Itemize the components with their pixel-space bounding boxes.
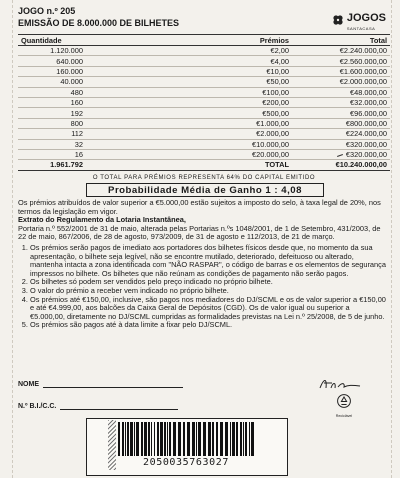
- cell-quantity: 16: [18, 149, 86, 159]
- cell-prize: €4,00: [86, 56, 292, 66]
- cell-prize: €2.000,00: [86, 129, 292, 139]
- cell-total: €2.240.000,00: [292, 46, 390, 56]
- right-perforation: [391, 0, 400, 478]
- clover-icon: [332, 14, 344, 26]
- barcode-bar: [243, 422, 244, 456]
- total-value: €10.240.000,00: [292, 160, 390, 170]
- total-quantity: 1.961.792: [18, 160, 86, 170]
- table-total-row: [18, 160, 390, 170]
- table-row: [18, 97, 390, 107]
- barcode-bar: [220, 422, 223, 456]
- table-row: [18, 87, 390, 97]
- table-header-row: [18, 35, 390, 46]
- barcode-bar: [122, 422, 124, 456]
- barcode-bar: [154, 422, 155, 456]
- percent-note: O TOTAL PARA PRÉMIOS REPRESENTA 64% DO CAPITAL EMITIDO: [92, 175, 316, 181]
- barcode-bar: [230, 422, 231, 456]
- cell-prize: €50,00: [86, 77, 292, 87]
- cell-prize: €10,00: [86, 66, 292, 76]
- name-line[interactable]: [43, 387, 183, 388]
- regulation-title: Extrato do Regulamento da Lotaria Instantânea,: [18, 215, 186, 225]
- table-row: [18, 56, 390, 66]
- barcode-bar: [198, 422, 201, 456]
- cell-prize: €10.000,00: [86, 139, 292, 149]
- header-quantidade: Quantidade: [18, 35, 86, 46]
- table-row: [18, 77, 390, 87]
- barcode-bar: [183, 422, 185, 456]
- barcode-bar: [232, 422, 235, 456]
- barcode-bar: [212, 422, 214, 456]
- cell-quantity: 640.000: [18, 56, 86, 66]
- barcode-bar: [216, 422, 218, 456]
- barcode-bar: [160, 422, 163, 456]
- pen-tick-mark: [337, 154, 343, 157]
- cell-quantity: 480: [18, 87, 86, 97]
- cell-prize: €2,00: [86, 46, 292, 56]
- cell-prize: €500,00: [86, 108, 292, 118]
- header-premios: Prémios: [86, 35, 292, 46]
- name-label: NOME: [18, 381, 39, 388]
- barcode-bar: [173, 422, 176, 456]
- table-row: [18, 129, 390, 139]
- logo-subtext: SANTACASA: [346, 26, 376, 31]
- cell-prize: €200,00: [86, 97, 292, 107]
- cell-total: €2.560.000,00: [292, 56, 390, 66]
- cell-total: €2.000.000,00: [292, 77, 390, 87]
- table-row: [18, 108, 390, 118]
- total-label: TOTAL: [86, 160, 292, 170]
- cell-quantity: 192: [18, 108, 86, 118]
- cell-total: €800.000,00: [292, 118, 390, 128]
- barcode-bar: [203, 422, 206, 456]
- barcode-bar: [167, 422, 168, 456]
- prize-table: [18, 34, 390, 171]
- cell-total: €320.000,00: [292, 139, 390, 149]
- cell-prize: €100,00: [86, 87, 292, 97]
- barcode-bar: [196, 422, 197, 456]
- barcode-bar: [134, 422, 135, 456]
- cell-total: €96.000,00: [292, 108, 390, 118]
- header-total: Total: [292, 35, 390, 46]
- ticket-header: [18, 6, 390, 34]
- signature-mark: [318, 376, 362, 392]
- barcode-bar: [208, 422, 211, 456]
- barcode-bar: [130, 422, 133, 456]
- barcode-bar: [136, 422, 139, 456]
- cell-total: €32.000,00: [292, 97, 390, 107]
- cell-total: €1.600.000,00: [292, 66, 390, 76]
- barcode: [116, 422, 254, 456]
- recycle-badge: [332, 394, 356, 418]
- list-item: 5. Os prémios são pagos até à data limite a fixar pelo DJ/SCML.: [30, 321, 386, 330]
- cell-total: €224.000,00: [292, 129, 390, 139]
- tax-note: Os prémios atribuídos de valor superior a €5.000,00 estão sujeitos a imposto do selo, à taxa legal de 20%, nos termos da legislação em vigor.: [18, 198, 381, 216]
- barcode-bar: [141, 422, 143, 456]
- prize-table-body: [18, 46, 390, 171]
- table-row: [18, 139, 390, 149]
- barcode-bar: [151, 422, 152, 456]
- barcode-number: 2050035763027: [142, 457, 230, 468]
- jogos-santacasa-logo: [332, 8, 386, 31]
- cell-prize: €20.000,00: [86, 149, 292, 159]
- id-line[interactable]: [60, 409, 178, 410]
- barcode-bar: [251, 422, 254, 456]
- recycle-icon: [337, 394, 351, 408]
- cell-prize: €1.000,00: [86, 118, 292, 128]
- table-row: [18, 66, 390, 76]
- barcode-bar: [225, 422, 228, 456]
- cell-quantity: 1.120.000: [18, 46, 86, 56]
- cell-quantity: 160: [18, 97, 86, 107]
- barcode-bar: [178, 422, 181, 456]
- id-label: N.º B.I./C.C.: [18, 403, 57, 410]
- table-row: [18, 46, 390, 56]
- left-perforation: [0, 0, 13, 478]
- id-field: [18, 403, 178, 410]
- cell-quantity: 800: [18, 118, 86, 128]
- barcode-bar: [127, 422, 129, 456]
- barcode-bar: [245, 422, 247, 456]
- cell-quantity: 40.000: [18, 77, 86, 87]
- cell-total: €320.000,00: [292, 149, 390, 159]
- regulation-reference: Portaria n.º 552/2001 de 31 de maio, alterada pelas Portarias n.ºs 1048/2001, de 1 de Setembro, 431/2003, de 22 de maio, 867/2006, de 28 de agosto, 973/2009, de 31 de agosto e 112/2013, de 21 de março.: [18, 223, 381, 242]
- cell-total: €48.000,00: [292, 87, 390, 97]
- list-item: 1. Os prémios serão pagos de imediato aos portadores dos bilhetes físicos desde que, no momento da sua apresentação, o bilhete seja legível, não se encontre mutilado, deteriorado, defeituoso ou alterado, mantenha intacta a zona identificada com "NÃO RASPAR", o código de barras e os elementos de segurança impressos no bilhete. Os bilhetes que não reúnam as condições de pagamento não serão pagos.: [30, 244, 386, 278]
- cell-quantity: 32: [18, 139, 86, 149]
- hatch-pattern: [108, 420, 116, 470]
- barcode-bar: [249, 422, 250, 456]
- barcode-bar: [192, 422, 195, 456]
- table-row: [18, 118, 390, 128]
- barcode-bar: [240, 422, 242, 456]
- barcode-bar: [236, 422, 238, 456]
- recycle-label: Reciclável: [335, 414, 353, 418]
- table-row: [18, 149, 390, 159]
- name-field: [18, 381, 183, 388]
- barcode-bar: [187, 422, 190, 456]
- regulation-text: [18, 199, 386, 330]
- probability-box: [86, 183, 324, 197]
- list-item: 3. O valor do prémio a receber vem indicado no próprio bilhete.: [30, 287, 386, 296]
- barcode-bar: [125, 422, 126, 456]
- barcode-bar: [169, 422, 171, 456]
- barcode-bar: [157, 422, 159, 456]
- list-item: 4. Os prémios até €150,00, inclusive, são pagos nos mediadores do DJ/SCML e os de valor superior a €150,00 e até €4.999,00, aos balcões da Caixa Geral de Depósitos (CGD). Os de valor igual ou superior a €5.000,00, diretamente no DJ/SCML cumpridas as formalidades previstas na Lei n.º 25/2008, de 5 de junho.: [30, 296, 386, 322]
- probability-text: Probabilidade Média de Ganho 1 : 4,08: [108, 184, 302, 196]
- barcode-bar: [118, 422, 120, 456]
- barcode-bar: [144, 422, 147, 456]
- game-number: JOGO n.º 205: [18, 6, 76, 16]
- cell-quantity: 112: [18, 129, 86, 139]
- emission-title: EMISSÃO DE 8.000.000 DE BILHETES: [18, 18, 180, 28]
- list-item: 2. Os bilhetes só podem ser vendidos pelo preço indicado no próprio bilhete.: [30, 278, 386, 287]
- barcode-bar: [164, 422, 166, 456]
- barcode-bar: [148, 422, 150, 456]
- logo-text: JOGOS: [346, 12, 386, 24]
- regulation-items: [18, 244, 386, 330]
- cell-quantity: 160.000: [18, 66, 86, 76]
